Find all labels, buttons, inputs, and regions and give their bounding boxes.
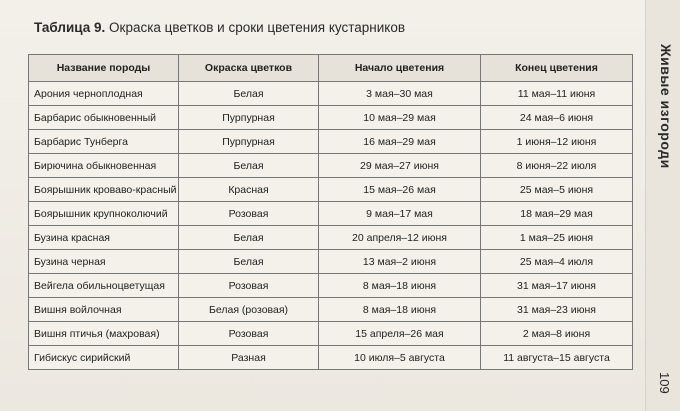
cell-species: Барбарис обыкновенный [29,106,179,130]
table-row [29,82,633,106]
cell-flower-color: Белая [179,250,319,274]
table-row [29,154,633,178]
cell-bloom-end: 11 августа–15 августа [481,346,633,370]
cell-species: Боярышник кроваво-красный [29,178,179,202]
cell-flower-color: Разная [179,346,319,370]
cell-bloom-start: 15 мая–26 мая [319,178,481,202]
cell-flower-color: Белая [179,154,319,178]
page-sidebar [645,0,680,411]
cell-flower-color: Красная [179,178,319,202]
cell-bloom-start: 8 мая–18 июня [319,298,481,322]
cell-bloom-end: 18 мая–29 мая [481,202,633,226]
cell-bloom-end: 11 мая–11 июня [481,82,633,106]
cell-species: Бузина черная [29,250,179,274]
cell-bloom-end: 1 мая–25 июня [481,226,633,250]
cell-flower-color: Пурпурная [179,130,319,154]
cell-bloom-start: 8 мая–18 июня [319,274,481,298]
cell-species: Арония черноплодная [29,82,179,106]
header-bloom-end: Конец цветения [481,55,633,82]
cell-bloom-start: 16 мая–29 мая [319,130,481,154]
cell-flower-color: Пурпурная [179,106,319,130]
cell-flower-color: Белая (розовая) [179,298,319,322]
cell-flower-color: Розовая [179,274,319,298]
cell-species: Гибискус сирийский [29,346,179,370]
section-title: Живые изгороди [658,44,674,169]
cell-bloom-end: 31 мая–17 июня [481,274,633,298]
cell-species: Боярышник крупноколючий [29,202,179,226]
table-row [29,274,633,298]
cell-bloom-start: 10 мая–29 мая [319,106,481,130]
flowering-table [28,54,633,370]
cell-bloom-end: 2 мая–8 июня [481,322,633,346]
cell-flower-color: Белая [179,82,319,106]
cell-flower-color: Розовая [179,202,319,226]
header-flower-color: Окраска цветков [179,55,319,82]
table-row [29,106,633,130]
cell-bloom-end: 24 мая–6 июня [481,106,633,130]
cell-species: Вейгела обильноцветущая [29,274,179,298]
table-row [29,130,633,154]
cell-bloom-end: 8 июня–22 июля [481,154,633,178]
cell-bloom-end: 1 июня–12 июня [481,130,633,154]
cell-species: Бирючина обыкновенная [29,154,179,178]
table-body [29,82,633,370]
table-row [29,226,633,250]
cell-species: Барбарис Тунберга [29,130,179,154]
header-species: Название породы [29,55,179,82]
header-row [29,55,633,82]
cell-bloom-start: 20 апреля–12 июня [319,226,481,250]
table-row [29,250,633,274]
table-row [29,202,633,226]
header-bloom-start: Начало цветения [319,55,481,82]
cell-bloom-end: 31 мая–23 июня [481,298,633,322]
page-number: 109 [657,372,672,394]
cell-flower-color: Белая [179,226,319,250]
caption-text: Окраска цветков и сроки цветения кустарников [105,20,406,35]
cell-species: Вишня птичья (махровая) [29,322,179,346]
cell-flower-color: Розовая [179,322,319,346]
cell-bloom-end: 25 мая–4 июля [481,250,633,274]
table-row [29,298,633,322]
table-row [29,346,633,370]
table-caption [34,20,405,35]
cell-species: Вишня войлочная [29,298,179,322]
cell-bloom-start: 13 мая–2 июня [319,250,481,274]
table-row [29,322,633,346]
cell-bloom-end: 25 мая–5 июня [481,178,633,202]
table-row [29,178,633,202]
cell-bloom-start: 9 мая–17 мая [319,202,481,226]
cell-bloom-start: 3 мая–30 мая [319,82,481,106]
cell-species: Бузина красная [29,226,179,250]
caption-label: Таблица 9. [34,20,106,35]
cell-bloom-start: 10 июля–5 августа [319,346,481,370]
cell-bloom-start: 29 мая–27 июня [319,154,481,178]
cell-bloom-start: 15 апреля–26 мая [319,322,481,346]
